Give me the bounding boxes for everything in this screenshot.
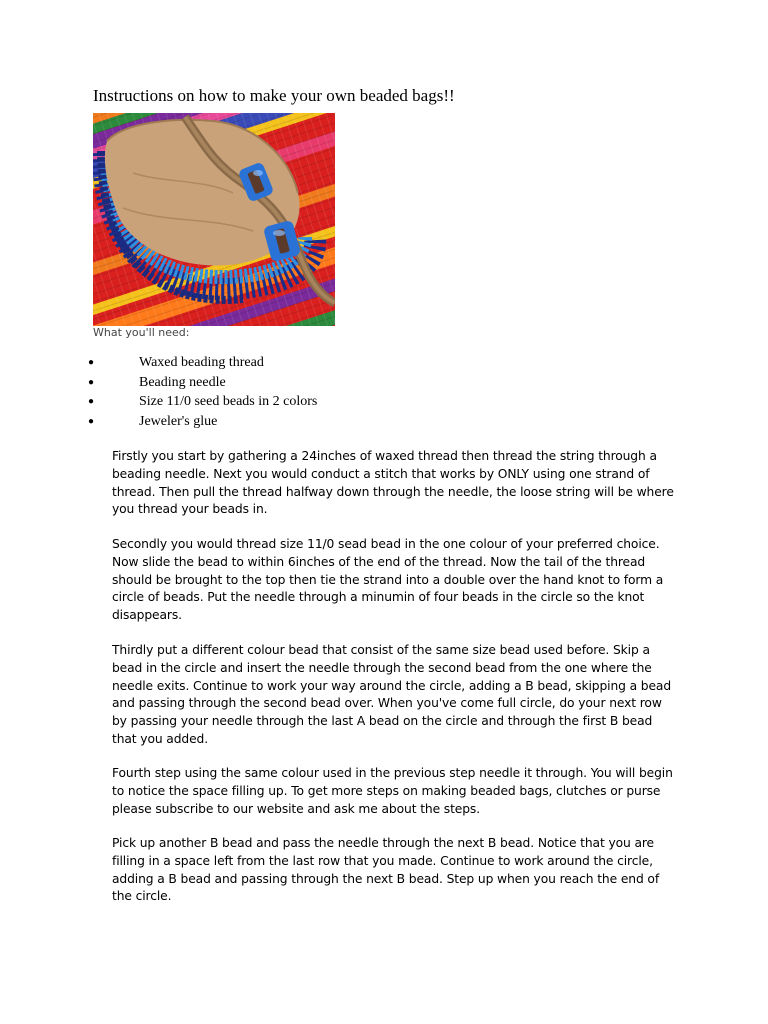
paragraph-step-1: Firstly you start by gathering a 24inches of waxed thread then thread the string through a beading needle. Next you would conduct a stitch that works by ONLY using one strand of thread. Then pull the thread halfway down through the needle, the loose string will be where you thread your beads in. (112, 449, 674, 517)
document-title: Instructions on how to make your own beaded bags!! (93, 86, 455, 105)
bullet-icon: ● (88, 376, 95, 388)
photo-caption: What you'll need: (93, 326, 190, 339)
paragraph-step-2: Secondly you would thread size 11/0 sead bead in the one colour of your preferred choice. Now slide the bead to within 6inches of the end of the thread. Now the tail of the thread should be brought to the top then tie the strand into a double over the hand knot to form a circle of beads. Put the needle through a minumin of four beads in the circle so the knot disappears. (112, 537, 664, 623)
bullet-icon: ● (88, 396, 95, 408)
bullet-icon: ● (88, 357, 95, 368)
beaded-bag-photo (93, 113, 335, 326)
paragraph-step-3: Thirdly put a different colour bead that consist of the same size bead used before. Skip a bead in the circle and insert the needle through the second bead from the one where the needle exits. Continue to work your way around the circle, adding a B bead, skipping a bead and passing through the second bead over. When you've come full circle, do your next row by passing your needle through the last A bead on the circle and through the first B bead that you added. (112, 643, 672, 746)
bullet-icon: ● (88, 416, 95, 428)
paragraph-step-4: Fourth step using the same colour used in the previous step needle it through. You will begin to notice the space filling up. To get more steps on making beaded bags, clutches or purse please subscribe to our website and ask me about the steps. (112, 766, 673, 816)
paragraph-step-5: Pick up another B bead and pass the needle through the next B bead. Notice that you are filling in a space left from the last row that you made. Continue to work around the circle, adding a B bead and passing through the next B bead. Step up when you reach the end of the circle. (112, 836, 660, 904)
